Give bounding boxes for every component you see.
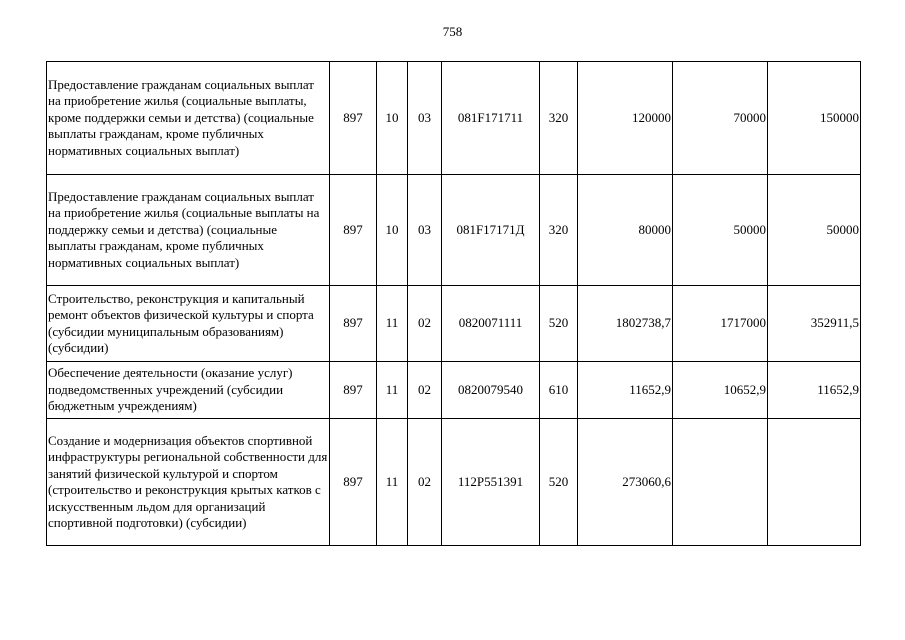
row-amount-1: 11652,9: [578, 362, 673, 419]
row-amount-2: 10652,9: [673, 362, 768, 419]
row-amount-3: 352911,5: [768, 286, 861, 362]
row-section: 11: [377, 362, 408, 419]
page-number: 758: [442, 24, 463, 39]
row-name: Строительство, реконструкция и капитальный ремонт объектов физической культуры и спорта (субсидии муниципальным образованиям) (субсидии): [47, 286, 330, 362]
row-amount-1: 273060,6: [578, 419, 673, 546]
row-target-article: 0820079540: [442, 362, 540, 419]
row-section: 11: [377, 419, 408, 546]
row-subsection: 02: [408, 286, 442, 362]
table-row: [47, 286, 861, 362]
row-expense-type: 520: [540, 286, 578, 362]
row-grbs: 897: [330, 175, 377, 286]
row-expense-type: 610: [540, 362, 578, 419]
row-name: Создание и модернизация объектов спортивной инфраструктуры региональной собственности для занятий физической культурой и спортом (строительство и реконструкция крытых катков с искусственным льдом для организаций спортивной подготовки) (субсидии): [47, 419, 330, 546]
row-amount-3: 150000: [768, 62, 861, 175]
row-expense-type: 320: [540, 62, 578, 175]
row-target-article: 081F17171Д: [442, 175, 540, 286]
row-section: 10: [377, 62, 408, 175]
row-expense-type: 320: [540, 175, 578, 286]
row-grbs: 897: [330, 286, 377, 362]
budget-table: [46, 61, 861, 546]
row-name: Предоставление гражданам социальных выплат на приобретение жилья (социальные выплаты, кроме поддержки семьи и детства) (социальные выплаты гражданам, кроме публичных нормативных социальных выплат): [47, 62, 330, 175]
row-name: Предоставление гражданам социальных выплат на приобретение жилья (социальные выплаты на поддержку семьи и детства) (социальные выплаты гражданам, кроме публичных нормативных социальных выплат): [47, 175, 330, 286]
row-amount-2: 50000: [673, 175, 768, 286]
row-amount-2: 1717000: [673, 286, 768, 362]
row-section: 10: [377, 175, 408, 286]
row-subsection: 03: [408, 62, 442, 175]
table-row: [47, 362, 861, 419]
row-grbs: 897: [330, 362, 377, 419]
row-section: 11: [377, 286, 408, 362]
row-amount-1: 80000: [578, 175, 673, 286]
table-row: [47, 62, 861, 175]
row-amount-2: 70000: [673, 62, 768, 175]
row-amount-2: [673, 419, 768, 546]
row-name: Обеспечение деятельности (оказание услуг) подведомственных учреждений (субсидии бюджетным учреждениям): [47, 362, 330, 419]
row-amount-1: 120000: [578, 62, 673, 175]
row-target-article: 0820071111: [442, 286, 540, 362]
row-grbs: 897: [330, 419, 377, 546]
row-amount-1: 1802738,7: [578, 286, 673, 362]
row-target-article: 112P551391: [442, 419, 540, 546]
row-amount-3: 11652,9: [768, 362, 861, 419]
row-expense-type: 520: [540, 419, 578, 546]
row-grbs: 897: [330, 62, 377, 175]
row-subsection: 02: [408, 362, 442, 419]
table-row: [47, 175, 861, 286]
row-amount-3: [768, 419, 861, 546]
row-target-article: 081F171711: [442, 62, 540, 175]
row-subsection: 02: [408, 419, 442, 546]
row-amount-3: 50000: [768, 175, 861, 286]
row-subsection: 03: [408, 175, 442, 286]
table-row: [47, 419, 861, 546]
